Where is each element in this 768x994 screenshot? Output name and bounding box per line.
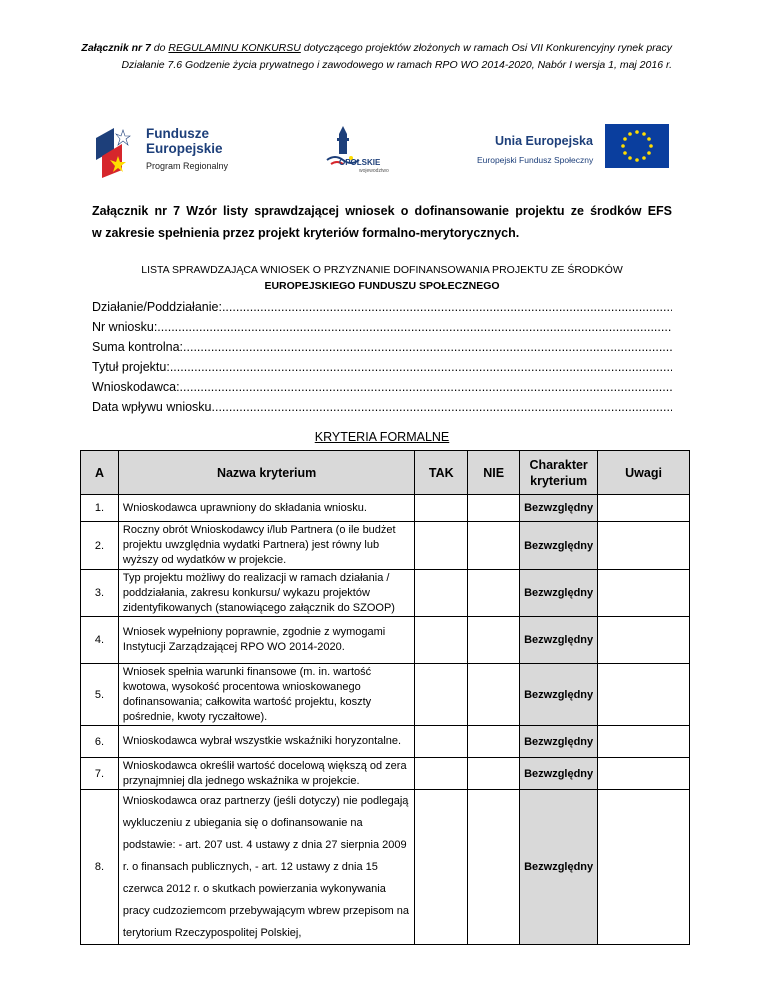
field-tytul-projektu[interactable] <box>92 357 672 377</box>
criterion-name: Wniosek spełnia warunki finansowe (m. in. wartość kwotowa, wysokość procentowa wnioskowanego dofinansowania; całkowita wartość projektu, koszty pośrednie, kwoty ryczałtowe). <box>118 664 414 726</box>
nie-cell[interactable] <box>468 790 520 945</box>
field-dots <box>212 397 673 417</box>
uwagi-cell[interactable] <box>598 522 690 570</box>
table-row <box>81 790 690 945</box>
uwagi-cell[interactable] <box>598 758 690 790</box>
field-label: Nr wniosku: <box>92 320 158 334</box>
nie-cell[interactable] <box>468 758 520 790</box>
row-number: 5. <box>81 664 119 726</box>
criterion-name: Typ projektu możliwy do realizacji w ramach działania / poddziałania, zakresu konkursu/ wykazu projektów zidentyfikowanych (stanowiącego załącznik do SZOOP) <box>118 570 414 617</box>
tak-cell[interactable] <box>415 522 468 570</box>
header-note-regulamin-link: REGULAMINU KONKURSU <box>168 42 301 54</box>
row-number: 3. <box>81 570 119 617</box>
header-nazwa-kryterium: Nazwa kryterium <box>118 451 414 495</box>
nie-cell[interactable] <box>468 664 520 726</box>
uwagi-cell[interactable] <box>598 495 690 522</box>
unia-europejska-logo <box>477 122 672 178</box>
ue-logo-line1: Unia Europejska <box>495 134 593 148</box>
table-row <box>81 617 690 664</box>
field-label: Wnioskodawca: <box>92 380 180 394</box>
tak-cell[interactable] <box>415 726 468 758</box>
criterion-character: Bezwzględny <box>520 664 598 726</box>
criterion-name: Wnioskodawca uprawniony do składania wniosku. <box>118 495 414 522</box>
row-number: 4. <box>81 617 119 664</box>
row-number: 7. <box>81 758 119 790</box>
fe-logo-line1: Fundusze <box>146 126 209 141</box>
logo-bar <box>92 118 674 180</box>
criterion-name: Roczny obrót Wnioskodawcy i/lub Partnera (o ile budżet projektu uwzględnia wydatki Partnera) jest równy lub wyższy od wydatków w projekcie. <box>118 522 414 570</box>
nie-cell[interactable] <box>468 570 520 617</box>
field-dots <box>222 297 672 317</box>
header-nie: NIE <box>468 451 520 495</box>
row-number: 2. <box>81 522 119 570</box>
uwagi-cell[interactable] <box>598 617 690 664</box>
header-tak: TAK <box>415 451 468 495</box>
field-dots <box>183 337 672 357</box>
field-data-wplywu[interactable] <box>92 397 672 417</box>
section-title-kryteria-formalne: KRYTERIA FORMALNE <box>314 430 450 444</box>
field-dots <box>157 317 672 337</box>
criterion-name: Wnioskodawca oraz partnerzy (jeśli dotyczy) nie podlegają wykluczeniu z ubiegania się o dofinansowanie na podstawie: - art. 207 ust. 4 ustawy z dnia 27 sierpnia 2009 r. o finansach publicznych, - art. 12 ustawy z dnia 15 czerwca 2012 r. o skutkach powierzania wykonywania pracy cudzoziemcom przebywającym wbrew przepisom na terytorium Rzeczypospolitej Polskiej, <box>118 790 414 945</box>
header-note-text1: do <box>150 42 169 54</box>
uwagi-cell[interactable] <box>598 570 690 617</box>
fundusze-europejskie-logo <box>92 120 262 178</box>
field-suma-kontrolna[interactable] <box>92 337 672 357</box>
criterion-character: Bezwzględny <box>520 790 598 945</box>
list-heading <box>92 262 672 294</box>
tak-cell[interactable] <box>415 495 468 522</box>
fe-logo-line3: Program Regionalny <box>146 161 229 171</box>
table-row <box>81 570 690 617</box>
tak-cell[interactable] <box>415 664 468 726</box>
row-number: 6. <box>81 726 119 758</box>
table-row <box>81 726 690 758</box>
fundusze-europejskie-star-icon <box>92 120 142 178</box>
nie-cell[interactable] <box>468 617 520 664</box>
criteria-table <box>80 450 690 945</box>
uwagi-cell[interactable] <box>598 726 690 758</box>
field-label: Działanie/Poddziałanie: <box>92 300 222 314</box>
header-uwagi: Uwagi <box>598 451 690 495</box>
field-label: Tytuł projektu: <box>92 360 170 374</box>
criterion-character: Bezwzględny <box>520 570 598 617</box>
list-heading-line2: EUROPEJSKIEGO FUNDUSZU SPOŁECZNEGO <box>264 280 500 292</box>
header-note-text2: dotyczącego projektów złożonych w ramach Osi VII Konkurencyjny rynek pracy Działanie 7.6 Godzenie życia prywatnego i zawodowego w ramach RPO WO 2014-2020, Nabór I wersja 1, maj 2016 r. <box>121 42 672 71</box>
tak-cell[interactable] <box>415 570 468 617</box>
criterion-name: Wnioskodawca określił wartość docelową większą od zera przynajmniej dla jednego wskaźnika w projekcie. <box>118 758 414 790</box>
list-heading-line1: LISTA SPRAWDZAJĄCA WNIOSEK O PRZYZNANIE DOFINANSOWANIA PROJEKTU ZE ŚRODKÓW <box>141 264 623 276</box>
uwagi-cell[interactable] <box>598 664 690 726</box>
eu-flag-icon <box>605 124 669 168</box>
opolskie-sublabel: wojewodztwo <box>359 168 389 174</box>
fe-logo-line2: Europejskie <box>146 141 223 156</box>
tak-cell[interactable] <box>415 758 468 790</box>
form-fields <box>92 297 672 417</box>
criterion-character: Bezwzględny <box>520 617 598 664</box>
uwagi-cell[interactable] <box>598 790 690 945</box>
attachment-title-line1: Załącznik nr 7 Wzór listy sprawdzającej wniosek o dofinansowanie projektu ze środków EFS <box>92 204 672 218</box>
criterion-character: Bezwzględny <box>520 758 598 790</box>
tak-cell[interactable] <box>415 790 468 945</box>
nie-cell[interactable] <box>468 495 520 522</box>
table-row <box>81 664 690 726</box>
field-label: Data wpływu wniosku <box>92 400 212 414</box>
nie-cell[interactable] <box>468 726 520 758</box>
tak-cell[interactable] <box>415 617 468 664</box>
criterion-character: Bezwzględny <box>520 495 598 522</box>
opolskie-label: OPOLSKIE <box>339 158 381 167</box>
table-row <box>81 522 690 570</box>
table-row <box>81 758 690 790</box>
field-dots <box>170 357 672 377</box>
header-a: A <box>81 451 119 495</box>
field-wnioskodawca[interactable] <box>92 377 672 397</box>
row-number: 1. <box>81 495 119 522</box>
field-dzialanie[interactable] <box>92 297 672 317</box>
header-note <box>80 40 672 74</box>
attachment-title-line2: w zakresie spełnienia przez projekt kryteriów formalno-merytorycznych. <box>92 226 520 240</box>
attachment-title <box>92 200 672 244</box>
opolskie-logo <box>317 120 397 178</box>
field-label: Suma kontrolna: <box>92 340 184 354</box>
ue-logo-line2: Europejski Fundusz Społeczny <box>477 155 594 165</box>
criterion-name: Wnioskodawca wybrał wszystkie wskaźniki horyzontalne. <box>118 726 414 758</box>
table-row <box>81 495 690 522</box>
criterion-name: Wniosek wypełniony poprawnie, zgodnie z wymogami Instytucji Zarządzającej RPO WO 2014-2020. <box>118 617 414 664</box>
header-note-bold: Załącznik nr 7 <box>81 42 151 54</box>
row-number: 8. <box>81 790 119 945</box>
header-charakter-kryterium: Charakter kryterium <box>520 451 598 495</box>
criterion-character: Bezwzględny <box>520 726 598 758</box>
nie-cell[interactable] <box>468 522 520 570</box>
criteria-header-row <box>81 451 690 495</box>
field-dots <box>180 377 672 397</box>
criterion-character: Bezwzględny <box>520 522 598 570</box>
field-nr-wniosku[interactable] <box>92 317 672 337</box>
